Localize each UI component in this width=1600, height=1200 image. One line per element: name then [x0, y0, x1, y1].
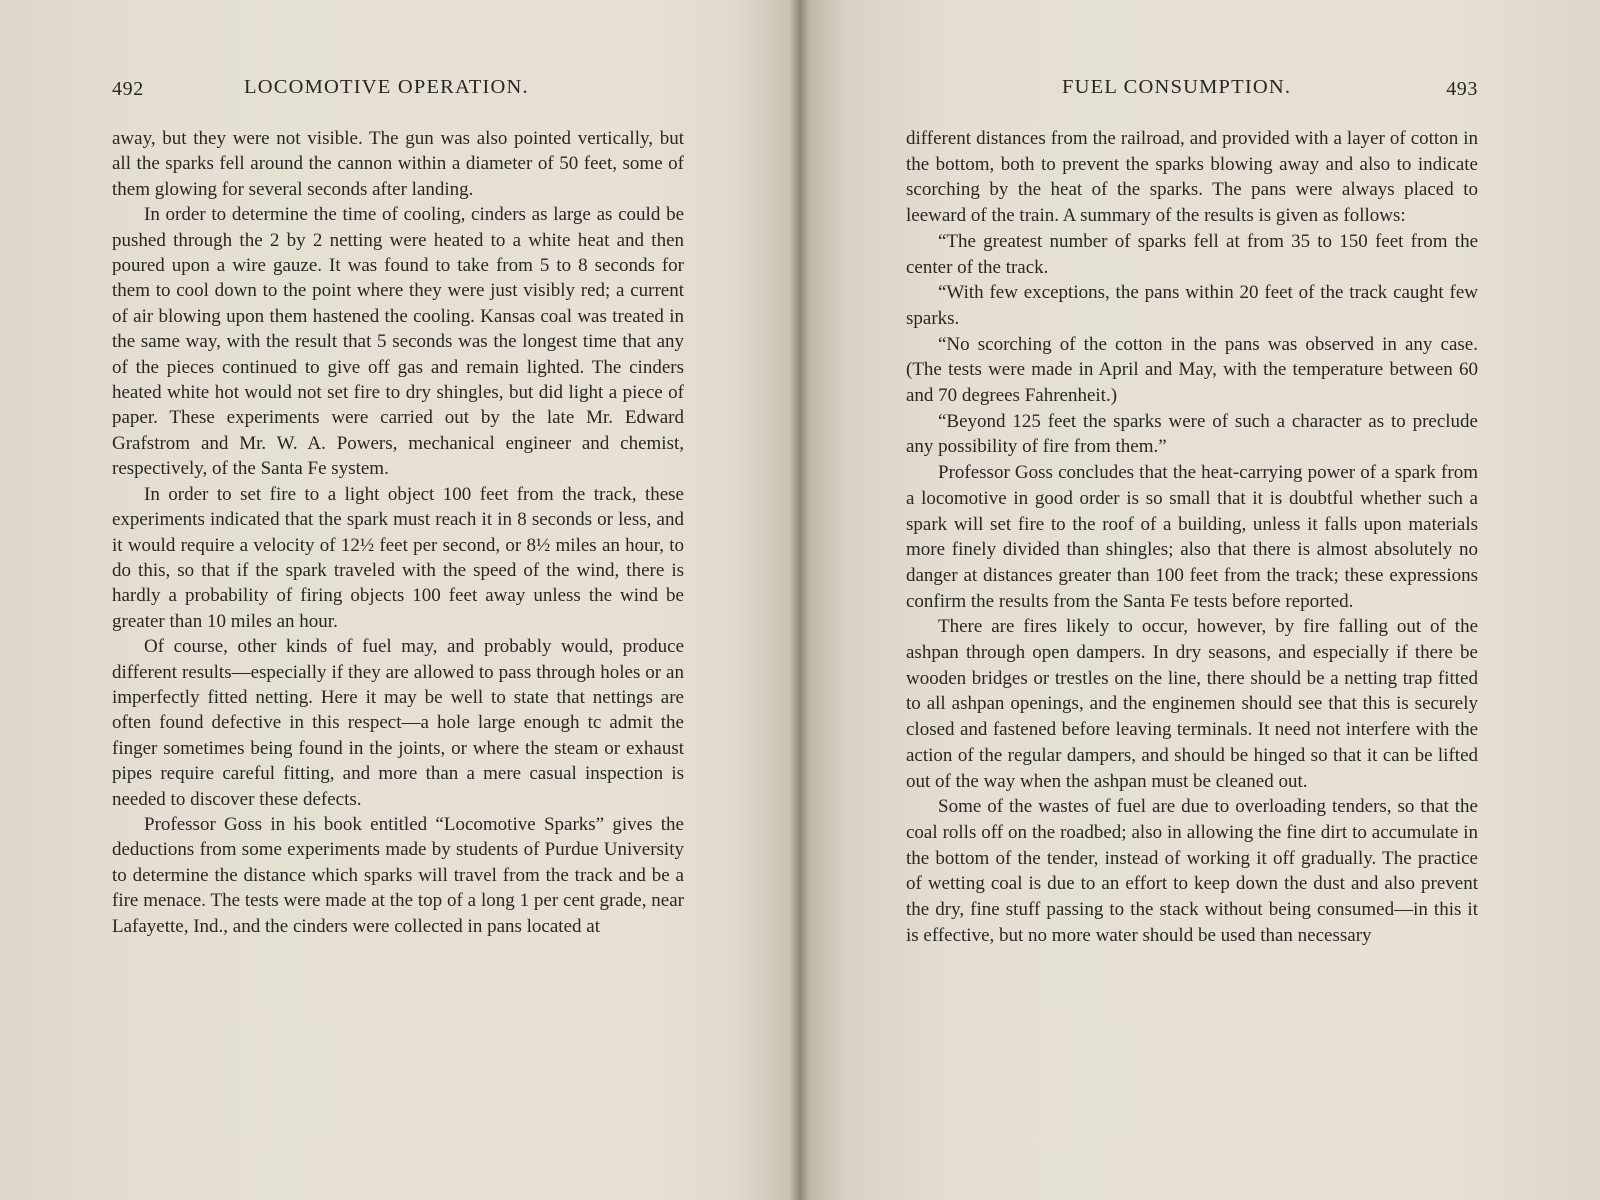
left-page-header: [112, 76, 684, 106]
paragraph: Some of the wastes of fuel are due to overloading tenders, so that the coal rolls off on the roadbed; also in allowing the fine dirt to accumulate in the bottom of the tender, instead of working it off gradually. The practice of wetting coal is due to an effort to keep down the dust and also prevent the dry, fine stuff passing to the stack without being consumed—in this it is effective, but no more water should be used than necessary: [906, 796, 1478, 946]
paragraph: “No scorching of the cotton in the pans was observed in any case. (The tests were made in April and May, with the temperature between 60 and 70 degrees Fahrenheit.): [906, 333, 1478, 407]
running-head: FUEL CONSUMPTION.: [1062, 76, 1292, 98]
paragraph: “The greatest number of sparks fell at from 35 to 150 feet from the center of the track.: [906, 230, 1478, 278]
running-head: LOCOMOTIVE OPERATION.: [244, 76, 529, 98]
paragraph: In order to determine the time of cooling, cinders as large as could be pushed through the 2 by 2 netting were heated to a white heat and then poured upon a wire gauze. It was found to take from 5 to 8 seconds for them to cool down to the point where they were just visibly red; a current of air blowing upon them hastened the cooling. Kansas coal was treated in the same way, with the result that 5 seconds was the longest time that any of the pieces continued to give off gas and remain lighted. The cinders heated white hot would not set fire to dry shingles, but did light a piece of paper. These experiments were carried out by the late Mr. Edward Grafstrom and Mr. W. A. Powers, mechanical engineer and chemist, respectively, of the Santa Fe system.: [112, 204, 684, 480]
paragraph: away, but they were not visible. The gun was also pointed vertically, but all the sparks fell around the cannon within a diameter of 50 feet, some of them glowing for several seconds after landing.: [112, 128, 684, 200]
page-number: 493: [1446, 78, 1478, 100]
right-page: [906, 0, 1478, 1200]
paragraph: Professor Goss concludes that the heat-carrying power of a spark from a locomotive in good order is so small that it is doubtful whether such a spark will set fire to the roof of a building, unless it falls upon materials more finely divided than shingles; also that there is almost absolutely no danger at distances greater than 100 feet from the track; these expressions confirm the results from the Santa Fe tests before reported.: [906, 462, 1478, 612]
paragraph: “Beyond 125 feet the sparks were of such a character as to preclude any possibility of fire from them.”: [906, 410, 1478, 458]
paragraph: There are fires likely to occur, however, by fire falling out of the ashpan through open dampers. In dry seasons, and especially if there be wooden bridges or trestles on the line, there should be a netting trap fitted to all ashpan openings, and the enginemen should see that this is securely closed and fastened before leaving terminals. It need not interfere with the action of the regular dampers, and should be hinged so that it can be lifted out of the way when the ashpan must be cleaned out.: [906, 616, 1478, 792]
paragraph: Of course, other kinds of fuel may, and probably would, produce different results—especially if they are allowed to pass through holes or an imperfectly fitted netting. Here it may be well to state that nettings are often found defective in this respect—a hole large enough tc admit the finger sometimes being found in the joints, or where the steam or exhaust pipes require careful fitting, and more than a mere casual inspection is needed to discover these defects.: [112, 636, 684, 810]
left-page: [112, 0, 684, 1200]
paragraph: “With few exceptions, the pans within 20 feet of the track caught few sparks.: [906, 282, 1478, 329]
right-page-body: [906, 126, 1478, 949]
paragraph: Professor Goss in his book entitled “Locomotive Sparks” gives the deductions from some experiments made by students of Purdue University to determine the distance which sparks will travel from the track and be a fire menace. The tests were made at the top of a long 1 per cent grade, near Lafayette, Ind., and the cinders were collected in pans located at: [112, 813, 684, 937]
paragraph: In order to set fire to a light object 100 feet from the track, these experiments indicated that the spark must reach it in 8 seconds or less, and it would require a velocity of 12½ feet per second, or 8½ miles an hour, to do this, so that if the spark traveled with the speed of the wind, there is hardly a probability of firing objects 100 feet away unless the wind be greater than 10 miles an hour.: [112, 483, 684, 632]
page-number: 492: [112, 78, 144, 100]
right-page-header: [906, 76, 1478, 106]
paragraph: different distances from the railroad, and provided with a layer of cotton in the bottom, both to prevent the sparks blowing away and also to indicate scorching by the heat of the sparks. The pans were always placed to leeward of the train. A summary of the results is given as follows:: [906, 128, 1478, 227]
left-page-body: [112, 126, 684, 939]
